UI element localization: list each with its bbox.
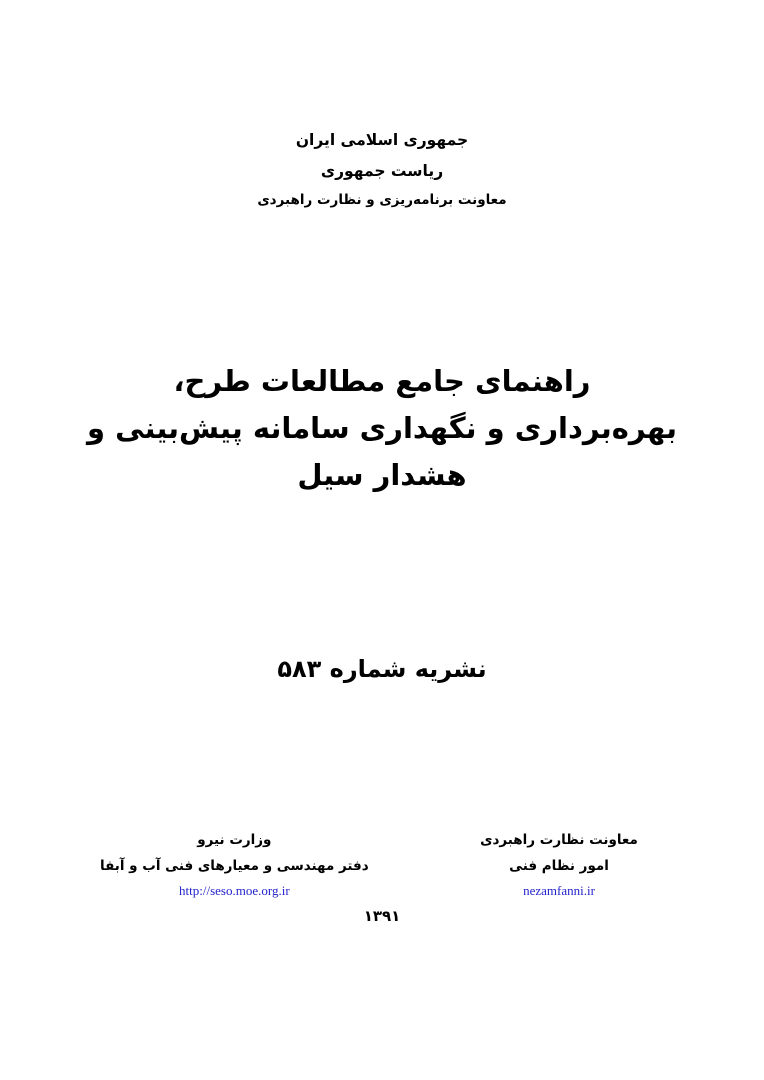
right-org-name: وزارت نیرو [197,832,272,848]
left-dept-name: امور نظام فنی [509,857,609,874]
footer [0,828,764,925]
footer-column-left [454,828,664,899]
title-line-1: راهنمای جامع مطالعات طرح، [173,364,591,398]
publication-year: ۱۳۹۱ [363,907,401,926]
footer-column-right [100,828,369,899]
footer-columns [0,828,764,899]
right-dept-name: دفتر مهندسی و معیارهای فنی آب و آبفا [100,857,369,874]
deputy-office-name: معاونت برنامه‌ریزی و نظارت راهبردی [257,192,507,209]
left-website-link[interactable]: nezamfanni.ir [523,883,595,899]
publication-number: نشریه شماره ۵۸۳ [277,655,487,683]
country-name: جمهوری اسلامی ایران [295,131,469,149]
title-line-2: بهره‌برداری و نگهداری سامانه پیش‌بینی و [87,410,677,445]
left-org-name: معاونت نظارت راهبردی [480,832,638,848]
presidency-name: ریاست جمهوری [320,162,444,181]
title-line-3: هشدار سیل [297,457,467,492]
page-title [0,358,764,499]
right-website-link[interactable]: http://seso.moe.org.ir [179,883,290,899]
issuing-authority-block [0,128,764,211]
